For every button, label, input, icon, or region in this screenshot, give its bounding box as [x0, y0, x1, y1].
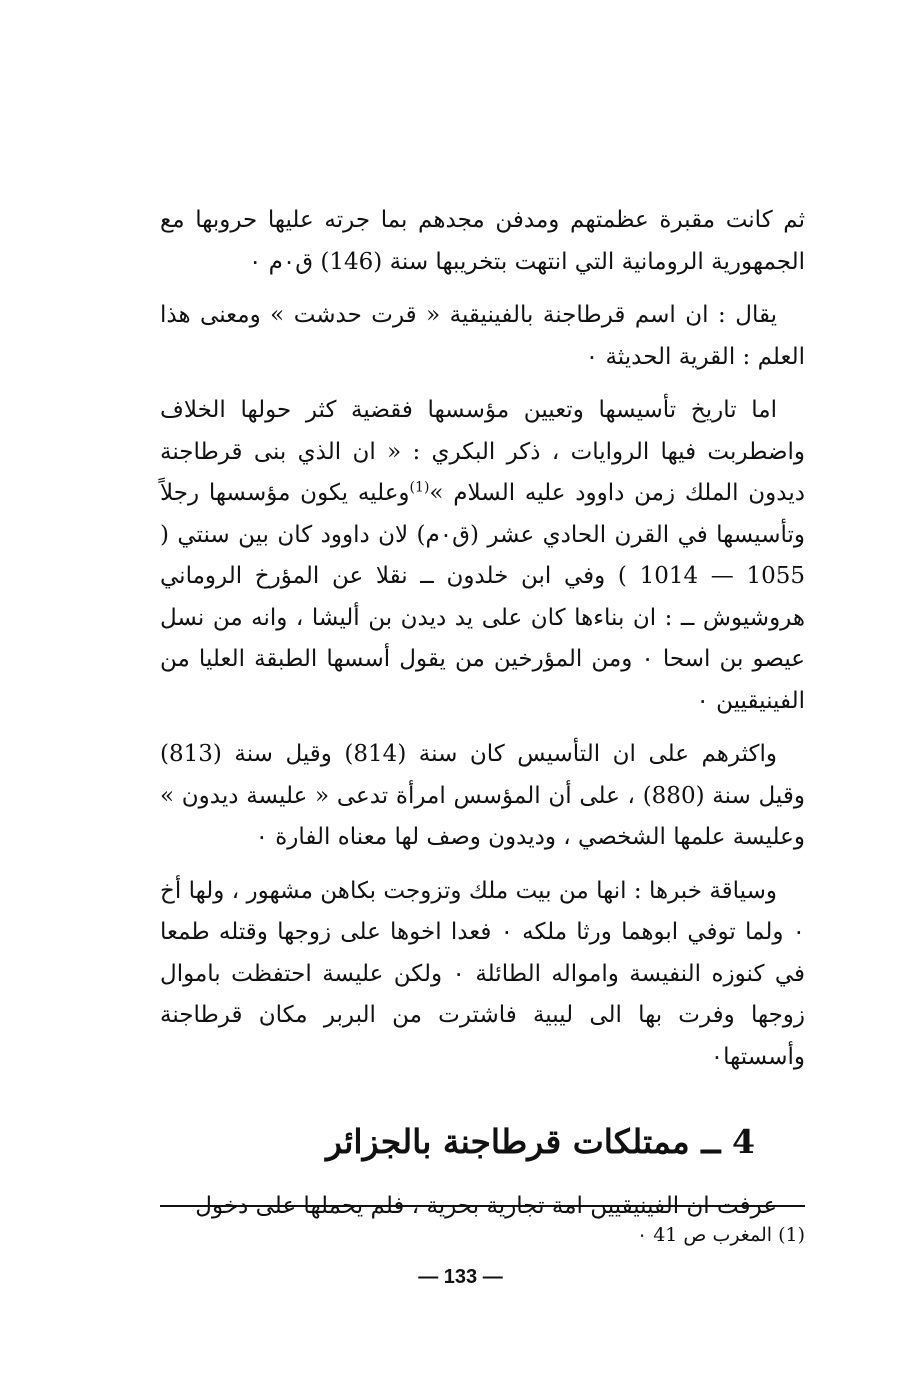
paragraph-1: ثم كانت مقبرة عظمتهم ومدفن مجدهم بما جرته عليها حروبها مع الجمهورية الرومانية التي انتهت بتخريبها سنة (146) ق٠م ٠ [160, 207, 805, 275]
page-number: — 133 — [418, 1266, 503, 1288]
footnote: (1) المغرب ص 41 ٠ [636, 1224, 805, 1246]
section-heading: 4 ــ ممتلكات قرطاجنة بالجزائر [326, 1122, 755, 1161]
paragraph-3-part-2: وعليه يكون مؤسسها رجلاً وتأسيسها في القرن الحادي عشر (ق٠م) لان داوود كان بين سنتي ( 1055 — 1014 ) وفي ابن خلدون ــ نقلا عن المؤرخ الروماني هروشيوش ــ : ان بناءها كان على يد ديدن بن أليشا ، وانه من نسل عيصو بن اسحا ٠ ومن المؤرخين من يقول أسسها الطبقة العليا من الفينيقيين ٠ [160, 480, 805, 714]
page-text-column [160, 200, 805, 1228]
paragraph-3-part-1: اما تاريخ تأسيسها وتعيين مؤسسها فقضية كثر حولها الخلاف واضطربت فيها الروايات ، ذكر البكري : « ان الذي بنى قرطاجنة ديدون الملك زمن داوود عليه السلام » [160, 397, 805, 506]
paragraph-3 [160, 390, 805, 722]
paragraph-4: واكثرهم على ان التأسيس كان سنة (814) وقيل سنة (813) وقيل سنة (880) ، على أن المؤسس امرأة تدعى « عليسة ديدون » وعليسة علمها الشخصي ، وديدون وصف لها معناه الفارة ٠ [160, 741, 805, 850]
section-body: عرفت ان الفينيقيين امة تجارية بحرية ، فلم يحملها على دخول [195, 1193, 777, 1219]
paragraph-2: يقال : ان اسم قرطاجنة بالفينيقية « قرت حدشت » ومعنى هذا العلم : القرية الحديثة ٠ [160, 302, 805, 370]
paragraph-5: وسياقة خبرها : انها من بيت ملك وتزوجت بكاهن مشهور ، ولها أخ ٠ ولما توفي ابوهما ورثا ملكه ٠ فعدا اخوها على زوجها وقتله طمعا في كنوزه النفيسة وامواله الطائلة ٠ ولكن عليسة احتفظت باموال زوجها وفرت بها الى ليبية فاشترت من البربر مكان قرطاجنة وأسستها٠ [160, 877, 805, 1070]
footnote-divider [160, 1205, 805, 1207]
footnote-reference: (1) [409, 479, 430, 496]
